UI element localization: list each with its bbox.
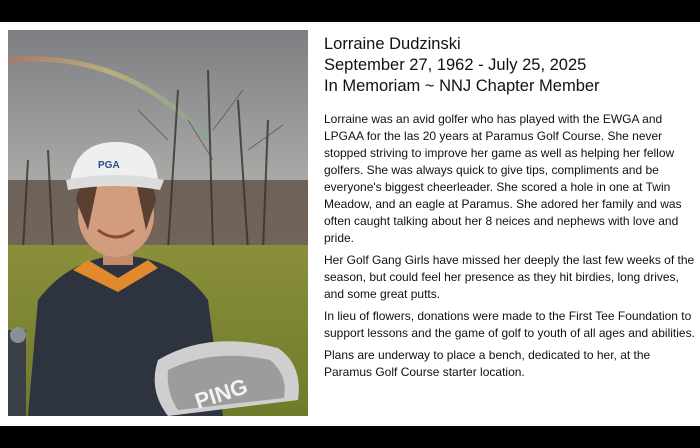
paragraph-bio: Lorraine was an avid golfer who has played with the EWGA and LPGAA for the las 20 years at Paramus Golf Course. She never stopped striving to improve her game as well as helping her fellow golfers. She was always quick to give tips, compliments and be everyone's biggest cheerleader. She scored a hole in one at Twin Meadow, and an eagle at Paramus. She adored her family and was often caught talking about her 8 neices and nephews with love and pride. (324, 112, 682, 245)
memorial-name: Lorraine Dudzinski (324, 35, 461, 53)
memorial-dedication: In Memoriam ~ NNJ Chapter Member (324, 77, 600, 95)
memorial-card (0, 22, 700, 426)
paragraph-bench: Plans are underway to place a bench, dedicated to her, at the Paramus Golf Course starter location. (324, 348, 651, 379)
memorial-dates: September 27, 1962 - July 25, 2025 (324, 56, 587, 74)
memorial-heading (324, 34, 696, 97)
memorial-text (324, 34, 696, 386)
paragraph-golf-gang: Her Golf Gang Girls have missed her deeply the last few weeks of the season, but could feel her presence as they hit birdies, long drives, and some great putts. (324, 253, 695, 301)
memorial-body (324, 111, 696, 381)
bag-logo: PING (191, 373, 251, 414)
memorial-photo (8, 30, 308, 416)
paragraph-donations: In lieu of flowers, donations were made to the First Tee Foundation to support lessons and the game of golf to youth of all ages and abilities. (324, 309, 695, 340)
cap-logo: PGA (98, 160, 120, 171)
